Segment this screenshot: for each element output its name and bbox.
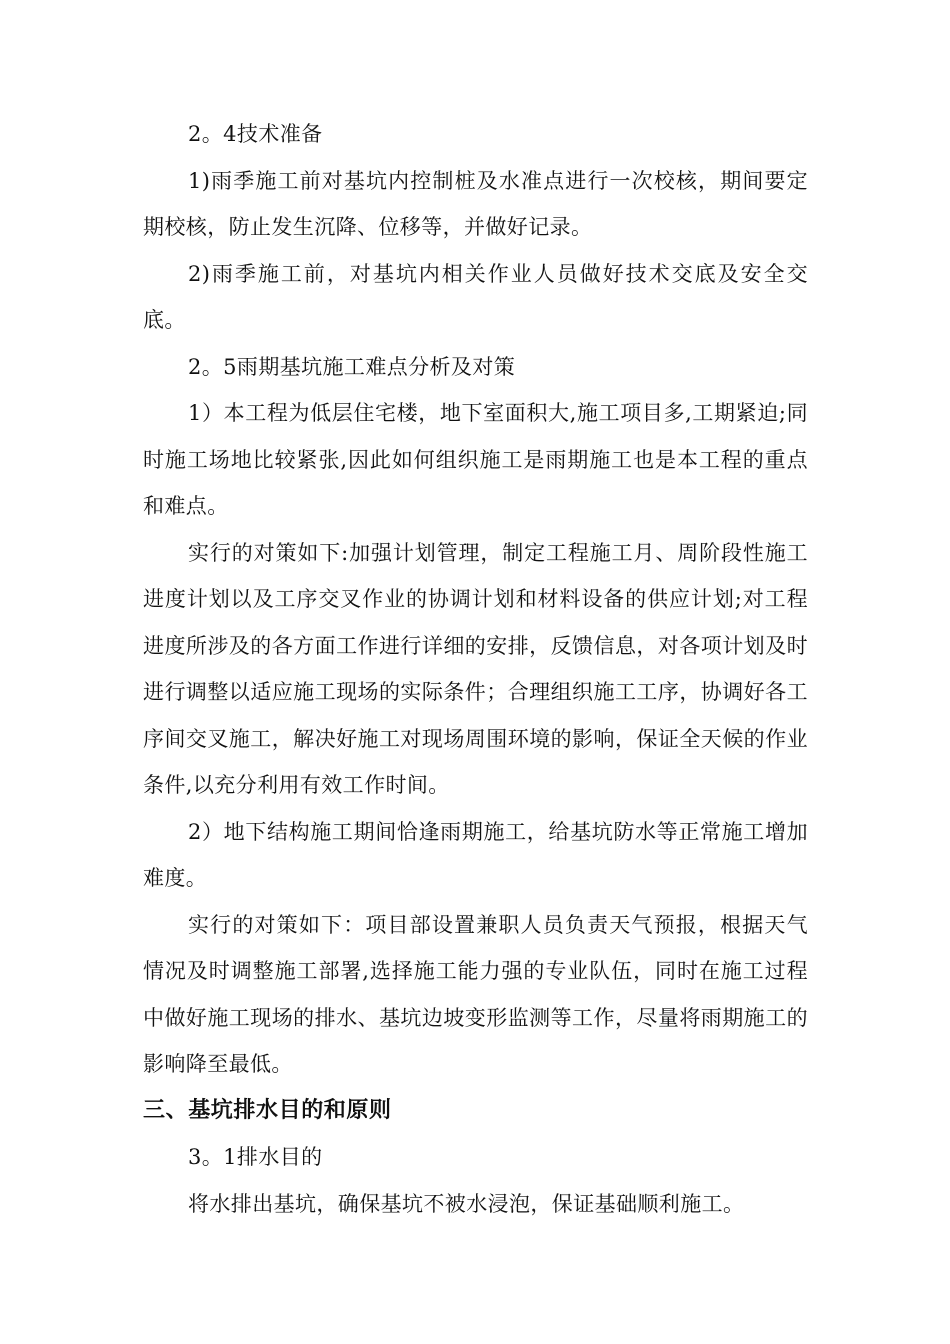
document-body [143,111,808,1227]
section-title-3: 三、基坑排水目的和原则 [143,1097,392,1123]
paragraph-drainage-purpose: 将水排出基坑，确保基坑不被水浸泡，保证基础顺利施工。 [188,1191,745,1216]
subheading-2-4: 2。4技术准备 [188,122,323,146]
paragraph-countermeasure-2: 实行的对策如下：项目部设置兼职人员负责天气预报，根据天气情况及时调整施工部署,选择施工能力强的专业队伍，同时在施工过程中做好施工现场的排水、基坑边坡变形监测等工作，尽量将雨期施工的影响降至最低。 [143,912,808,1076]
paragraph-tech-prep-2: 2)雨季施工前，对基坑内相关作业人员做好技术交底及安全交底。 [143,261,808,332]
paragraph-countermeasure-1: 实行的对策如下:加强计划管理，制定工程施工月、周阶段性施工进度计划以及工序交叉作业的协调计划和材料设备的供应计划;对工程进度所涉及的各方面工作进行详细的安排，反馈信息，对各项计划及时进行调整以适应施工现场的实际条件；合理组织施工工序，协调好各工序间交叉施工，解决好施工对现场周围环境的影响，保证全天候的作业条件,以充分利用有效工作时间。 [143,540,808,797]
paragraph-difficulty-2: 2）地下结构施工期间恰逢雨期施工，给基坑防水等正常施工增加难度。 [143,819,808,890]
paragraph-difficulty-1: 1）本工程为低层住宅楼，地下室面积大,施工项目多,工期紧迫;同时施工场地比较紧张,因此如何组织施工是雨期施工也是本工程的重点和难点。 [143,401,808,518]
subheading-2-5: 2。5雨期基坑施工难点分析及对策 [188,354,516,379]
paragraph-tech-prep-1: 1)雨季施工前对基坑内控制桩及水准点进行一次校核，期间要定期校核，防止发生沉降、位移等，并做好记录。 [143,168,808,239]
subheading-3-1: 3。1排水目的 [188,1145,323,1169]
